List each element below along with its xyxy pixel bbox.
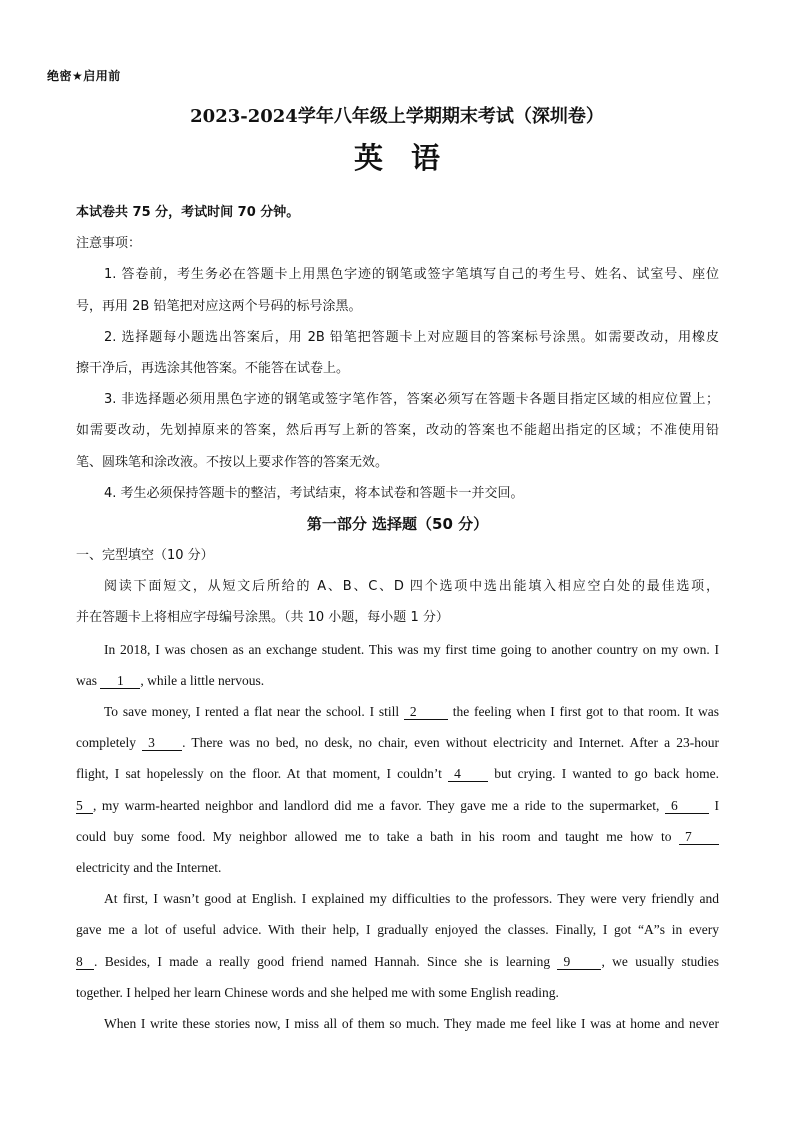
note-3-line-3: 笔、圆珠笔和涂改液。不按以上要求作答的答案无效。 xyxy=(76,454,389,470)
notes-label: 注意事项： xyxy=(76,236,142,252)
blank-7: 7 xyxy=(679,830,719,845)
confidential-label: 绝密★启用前 xyxy=(47,69,121,83)
note-1-line-2: 号，再用 2B 铅笔把对应这两个号码的标号涂黑。 xyxy=(76,298,362,314)
note-2-line-1: 2. 选择题每小题选出答案后，用 2B 铅笔把答题卡上对应题目的答案标号涂黑。如需要改动，用橡皮 xyxy=(104,329,719,345)
text-segment: To save money, I rented a flat near the school. I still xyxy=(104,704,400,719)
directions-line-1: 阅读下面短文，从短文后所给的 A、B、C、D 四个选项中选出能填入相应空白处的最佳选项， xyxy=(104,579,719,595)
passage-p4-line-1: When I write these stories now, I miss all of them so much. They made me feel like I was at home and never xyxy=(104,1015,719,1031)
text-segment: , while a little nervous. xyxy=(140,672,265,688)
blank-8: 8 xyxy=(76,955,94,970)
exam-body xyxy=(76,197,719,1039)
text-segment: completely xyxy=(76,735,136,751)
passage-p3-line-4: together. I helped her learn Chinese words and she helped me with some English reading. xyxy=(76,984,559,1000)
passage-p1-line-1: In 2018, I was chosen as an exchange student. This was my first time going to another country on my own. I xyxy=(104,641,719,657)
blank-6: 6 xyxy=(665,799,709,814)
text-segment: I xyxy=(714,797,719,813)
text-segment: . Besides, I made a really good friend named Hannah. Since she is learning xyxy=(94,953,551,969)
passage-p2-line-4 xyxy=(76,790,719,821)
note-3-line-1: 3. 非选择题必须用黑色字迹的钢笔或签字笔作答，答案必须写在答题卡各题目指定区域的相应位置上； xyxy=(104,392,719,408)
blank-5: 5 xyxy=(76,799,93,814)
text-segment: but crying. I wanted to go back home. xyxy=(494,766,719,782)
text-segment: was xyxy=(76,672,97,688)
text-segment: , my warm-hearted neighbor and landlord did me a favor. They gave me a ride to the supermarket, xyxy=(93,797,660,813)
blank-9: 9 xyxy=(557,955,601,970)
note-1-line-1: 1. 答卷前，考生务必在答题卡上用黑色字迹的钢笔或签字笔填写自己的考生号、姓名、试室号、座位 xyxy=(104,267,719,283)
subject-title: 英语 xyxy=(353,141,468,175)
passage-p3-line-1: At first, I wasn’t good at English. I explained my difficulties to the professors. They were very friendly and xyxy=(104,891,719,907)
passage-p2-line-2 xyxy=(76,727,719,758)
passage-p3-line-3 xyxy=(76,946,719,977)
part-one-heading: 第一部分 选择题（50 分） xyxy=(306,514,489,533)
text-segment: the feeling when I first got to that room. It was xyxy=(452,704,719,719)
blank-2: 2 xyxy=(404,705,448,720)
text-segment: , we usually studies xyxy=(601,953,719,969)
passage-p2-line-3 xyxy=(76,758,719,789)
passage-p2-line-1 xyxy=(76,696,719,727)
passage-p3-line-2: gave me a lot of useful advice. With their help, I gradually enjoyed the classes. Finally, I got “A”s in every xyxy=(76,922,719,938)
exam-title: 2023-2024学年八年级上学期期末考试（深圳卷） xyxy=(190,106,604,127)
section-cloze-title: 一、完型填空（10 分） xyxy=(76,548,214,564)
note-3-line-2: 如需要改动，先划掉原来的答案，然后再写上新的答案，改动的答案也不能超出指定的区域；不准使用铅 xyxy=(76,423,719,439)
note-2-line-2: 擦干净后，再选涂其他答案。不能答在试卷上。 xyxy=(76,360,350,376)
text-segment: . There was no bed, no desk, no chair, even without electricity and Internet. After a 23-hour xyxy=(182,735,719,751)
blank-1: 1 xyxy=(100,674,140,689)
note-4-line-1: 4. 考生必须保持答题卡的整洁，考试结束，将本试卷和答题卡一并交回。 xyxy=(104,485,524,501)
passage-p1-line-2 xyxy=(76,665,719,696)
blank-3: 3 xyxy=(142,736,182,751)
passage-p2-line-5 xyxy=(76,821,719,852)
passage-p2-line-6: electricity and the Internet. xyxy=(76,859,222,875)
text-segment: could buy some food. My neighbor allowed me to take a bath in his room and taught me how to xyxy=(76,828,672,844)
blank-4: 4 xyxy=(448,767,488,782)
score-time-note: 本试卷共 75 分，考试时间 70 分钟。 xyxy=(76,205,300,220)
directions-line-2: 并在答题卡上将相应字母编号涂黑。（共 10 小题，每小题 1 分） xyxy=(76,610,449,626)
text-segment: flight, I sat hopelessly on the floor. At that moment, I couldn’t xyxy=(76,766,442,782)
